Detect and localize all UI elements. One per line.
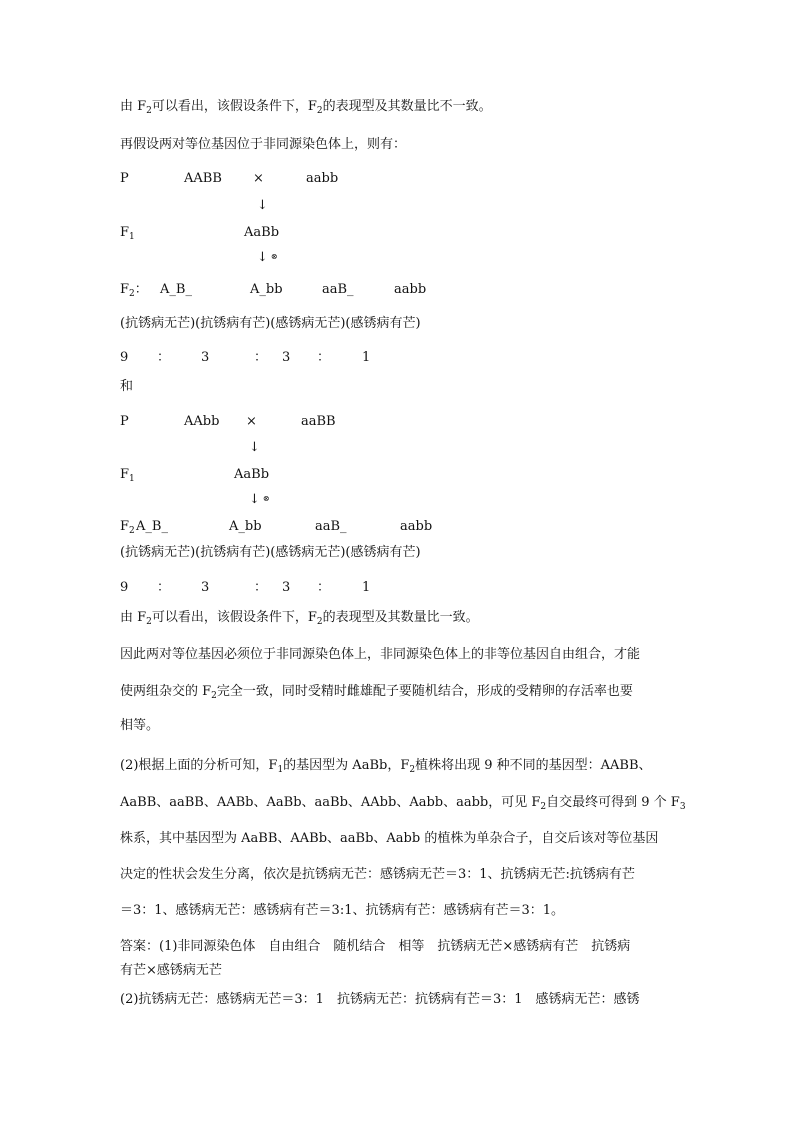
answer-line: 答案：(1)非同源染色体 自由组合 随机结合 相等 抗锈病无芒×感锈病有芒 抗锈病 [120, 939, 631, 954]
ratio-9: 9 [120, 350, 129, 365]
ratio-colon: ： [254, 350, 268, 365]
f2-genotype-3: aaB_ [315, 519, 347, 534]
ratio-colon: ： [157, 580, 171, 595]
text-line: 使两组杂交的 $F_2$完全一致，同时受精时雌雄配子要随机结合，形成的受精卵的存活率也要 [120, 684, 633, 701]
f2-genotype-3: aaB_ [322, 282, 354, 297]
ratio-3b: 3 [282, 350, 291, 365]
f2-genotype-4: aabb [400, 519, 433, 534]
sentence-hypothesis: 再假设两对等位基因位于非同源染色体上，则有： [120, 137, 407, 152]
parent-label: P [120, 171, 129, 186]
down-arrow-icon: ↓ ⊗ [257, 250, 278, 265]
f2-genotype-2: A_bb [229, 519, 262, 534]
f2-genotype-1: A_B_ [160, 282, 192, 297]
parent-label: P [120, 414, 129, 429]
text-line: 株系，其中基因型为 AaBB、AABb、aaBb、Aabb 的植株为单杂合子，自交后该对等位基因 [120, 831, 659, 846]
ratio-9: 9 [120, 580, 129, 595]
text-line: (2)根据上面的分析可知，$F_1$的基因型为 AaBb，$F_2$植株将出现 9 种不同的基因型：AABB、 [120, 758, 652, 775]
text-line: 相等。 [120, 718, 160, 733]
down-arrow-icon: ↓ [257, 198, 268, 213]
f1-label: $F_1$ [120, 225, 135, 242]
f2-label: $F_2$ [120, 519, 135, 536]
and-connector: 和 [120, 379, 134, 394]
f2-genotype-1: A_B_ [136, 519, 168, 534]
ratio-1: 1 [362, 350, 371, 365]
answer-line: 有芒×感锈病无芒 [120, 963, 222, 978]
f2-genotype-4: aabb [394, 282, 427, 297]
ratio-colon: ： [317, 580, 331, 595]
text-line: 因此两对等位基因必须位于非同源染色体上，非同源染色体上的非等位基因自由组合，才能 [120, 647, 641, 662]
ratio-colon: ： [317, 350, 331, 365]
phenotype-labels: (抗锈病无芒)(抗锈病有芒)(感锈病无芒)(感锈病有芒) [120, 545, 421, 560]
down-arrow-icon: ↓ [249, 440, 260, 455]
phenotype-labels: (抗锈病无芒)(抗锈病有芒)(感锈病无芒)(感锈病有芒) [120, 316, 421, 331]
cross-symbol: × [253, 171, 264, 186]
sentence-f2-consistent: 由 $F_2$可以看出，该假设条件下，$F_2$的表现型及其数量比一致。 [120, 610, 479, 627]
f2-label: $F_2$： [120, 282, 148, 299]
parent-genotype-2: aabb [306, 171, 339, 186]
cross-symbol: × [246, 414, 257, 429]
ratio-3a: 3 [201, 350, 210, 365]
ratio-colon: ： [157, 350, 171, 365]
text-line: AaBB、aaBB、AABb、AaBb、aaBb、AAbb、Aabb、aabb，可见 $F_2$自交最终可得到 9 个 $F_3$ [120, 795, 686, 812]
f1-genotype: AaBb [244, 225, 280, 240]
selfing-icon: ⊗ [270, 252, 278, 261]
f2-genotype-2: A_bb [250, 282, 283, 297]
parent-genotype-1: AABB [184, 171, 222, 186]
ratio-colon: ： [254, 580, 268, 595]
parent-genotype-2: aaBB [301, 414, 336, 429]
selfing-icon: ⊗ [262, 494, 270, 503]
text-line: ＝3：1、感锈病无芒：感锈病有芒＝3:1、抗锈病有芒：感锈病有芒＝3：1。 [120, 903, 565, 918]
down-arrow-icon: ↓ ⊗ [249, 492, 270, 507]
text-line: 决定的性状会发生分离，依次是抗锈病无芒：感锈病无芒＝3：1、抗锈病无芒:抗锈病有芒 [120, 867, 635, 882]
ratio-1: 1 [362, 580, 371, 595]
parent-genotype-1: AAbb [184, 414, 220, 429]
f1-label: $F_1$ [120, 467, 135, 484]
ratio-3b: 3 [282, 580, 291, 595]
f1-genotype: AaBb [234, 467, 270, 482]
answer-line: (2)抗锈病无芒：感锈病无芒＝3：1 抗锈病无芒：抗锈病有芒＝3：1 感锈病无芒：感锈 [120, 992, 640, 1007]
ratio-3a: 3 [201, 580, 210, 595]
sentence-f2-inconsistent: 由 $F_2$可以看出，该假设条件下，$F_2$的表现型及其数量比不一致。 [120, 99, 492, 116]
